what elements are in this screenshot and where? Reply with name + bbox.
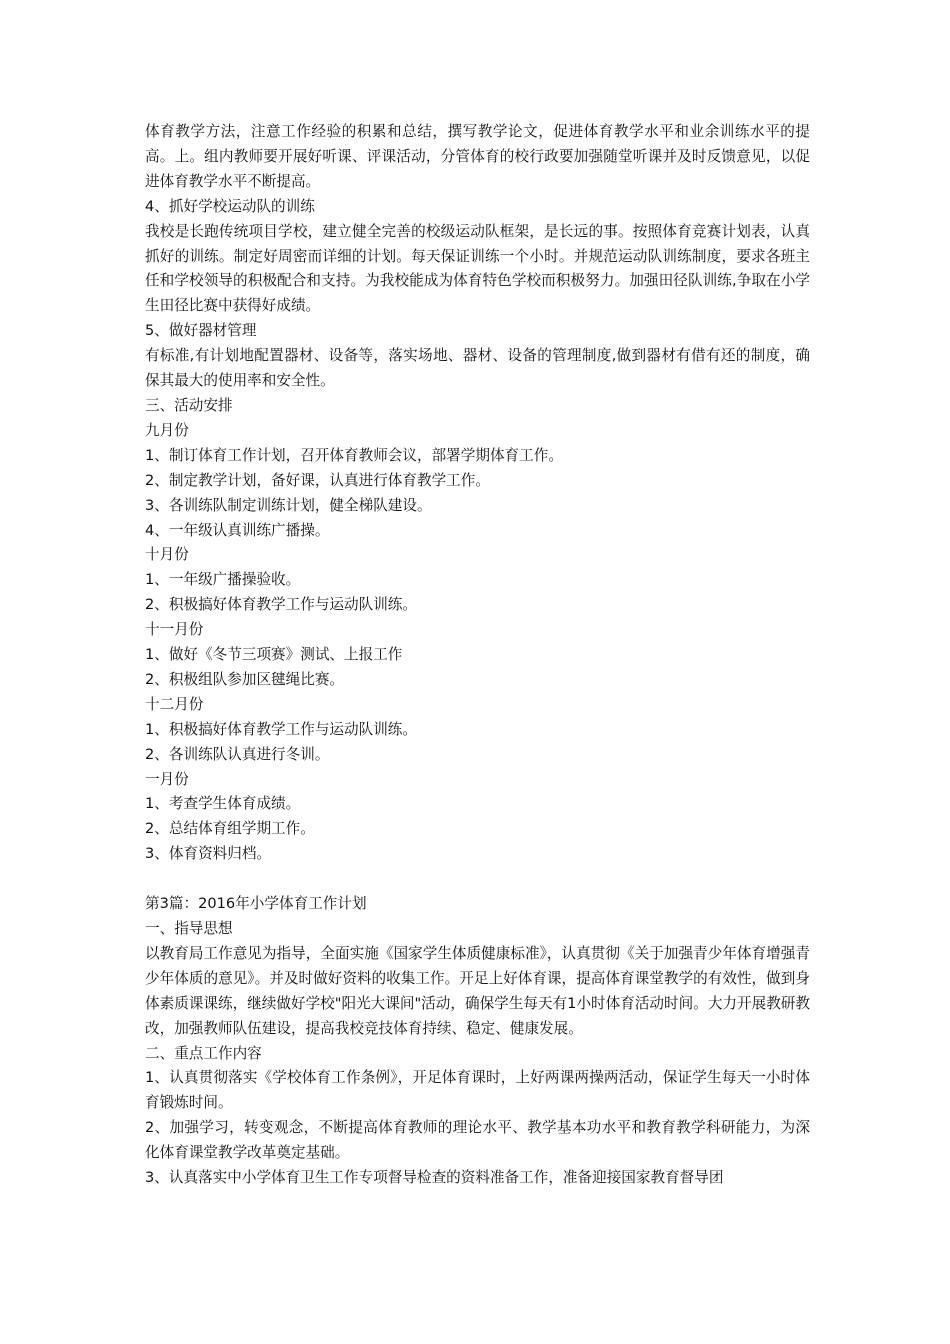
blank-line (145, 867, 810, 892)
section3-heading: 三、活动安排 (145, 396, 233, 414)
list-item: 4、一年级认真训练广播操。 (145, 521, 330, 539)
item5-body: 有标准,有计划地配置器材、设备等，落实场地、器材、设备的管理制度,做到器材有借有还的制度，确保其最大的使用率和安全性。 (145, 347, 810, 390)
list-item: 3、体育资料归档。 (145, 845, 272, 863)
month-heading: 十二月份 (145, 695, 204, 713)
month-heading: 九月份 (145, 421, 189, 439)
article-title: 第3篇：2016年小学体育工作计划 (145, 895, 367, 913)
part1-heading: 一、指导思想 (145, 919, 233, 937)
item5-heading: 5、做好器材管理 (145, 322, 257, 340)
paragraph-teaching-methods: 体育教学方法，注意工作经验的积累和总结，撰写教学论文，促进体育教学水平和业余训练水平的提高。上。组内教师要开展好听课、评课活动，分管体育的校行政要加强随堂听课并及时反馈意见，以促进体育教学水平不断提高。 (145, 123, 810, 190)
month-heading: 十一月份 (145, 621, 204, 639)
list-item: 2、总结体育组学期工作。 (145, 820, 315, 838)
part2-item: 1、认真贯彻落实《学校体育工作条例》，开足体育课时，上好两课两操两活动，保证学生每天一小时体育锻炼时间。 (145, 1069, 810, 1112)
part2-heading: 二、重点工作内容 (145, 1044, 262, 1062)
list-item: 1、积极搞好体育教学工作与运动队训练。 (145, 720, 417, 738)
list-item: 1、一年级广播操验收。 (145, 571, 301, 589)
list-item: 2、积极搞好体育教学工作与运动队训练。 (145, 596, 417, 614)
month-heading: 一月份 (145, 770, 189, 788)
part1-body: 以教育局工作意见为指导，全面实施《国家学生体质健康标准》，认真贯彻《关于加强青少年体育增强青少年体质的意见》。并及时做好资料的收集工作。开足上好体育课，提高体育课堂教学的有效性，做到身体素质课课练，继续做好学校"阳光大课间"活动，确保学生每天有1小时体育活动时间。大力开展教研教改，加强教师队伍建设，提高我校竞技体育持续、稳定、健康发展。 (145, 944, 810, 1037)
list-item: 1、考查学生体育成绩。 (145, 795, 301, 813)
document-page (145, 120, 810, 1191)
part2-item: 3、认真落实中小学体育卫生工作专项督导检查的资料准备工作，准备迎接国家教育督导团 (145, 1169, 724, 1187)
list-item: 2、制定教学计划，备好课，认真进行体育教学工作。 (145, 471, 490, 489)
item4-heading: 4、抓好学校运动队的训练 (145, 197, 315, 215)
part2-item: 2、加强学习，转变观念，不断提高体育教师的理论水平、教学基本功水平和教育教学科研能力，为深化体育课堂教学改革奠定基础。 (145, 1119, 810, 1162)
item4-body: 我校是长跑传统项目学校，建立健全完善的校级运动队框架，是长远的事。按照体育竞赛计划表，认真抓好的训练。制定好周密而详细的计划。每天保证训练一个小时。并规范运动队训练制度，要求各班主任和学校领导的积极配合和支持。为我校能成为体育特色学校而积极努力。加强田径队训练,争取在小学生田径比赛中获得好成绩。 (145, 222, 810, 315)
list-item: 1、制订体育工作计划，召开体育教师会议，部署学期体育工作。 (145, 446, 563, 464)
list-item: 3、各训练队制定训练计划，健全梯队建设。 (145, 496, 432, 514)
month-heading: 十月份 (145, 546, 189, 564)
list-item: 2、积极组队参加区毽绳比赛。 (145, 670, 345, 688)
list-item: 2、各训练队认真进行冬训。 (145, 745, 330, 763)
list-item: 1、做好《冬节三项赛》测试、上报工作 (145, 646, 403, 664)
